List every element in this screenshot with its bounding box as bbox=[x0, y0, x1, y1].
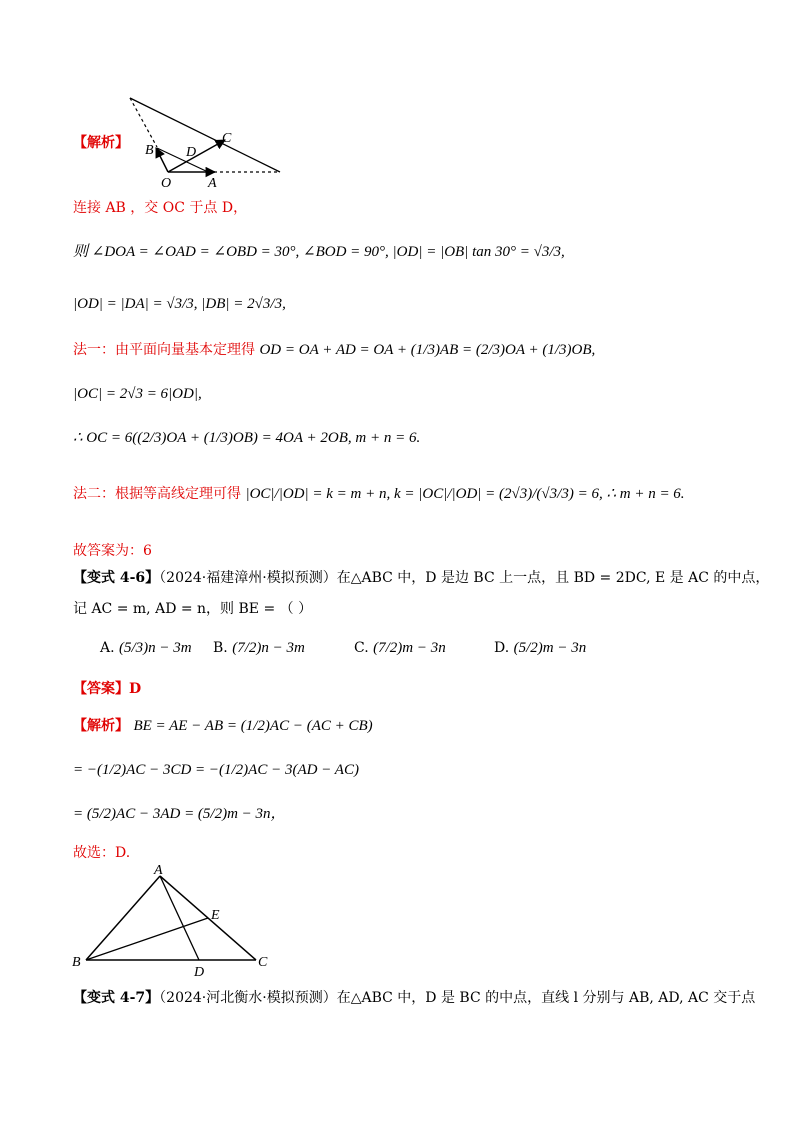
label-D: D bbox=[186, 145, 197, 160]
option-A-letter: A. bbox=[100, 640, 115, 656]
question-4-6-line1 bbox=[73, 568, 769, 588]
source-4-6: （2024·福建漳州·模拟预测） bbox=[159, 570, 337, 586]
variant-tag-4-6: 【变式 4-6】 bbox=[73, 570, 160, 586]
line-top bbox=[130, 98, 280, 172]
vector-OB bbox=[156, 148, 168, 172]
vector-figure-1 bbox=[120, 92, 300, 192]
label-C: C bbox=[258, 955, 268, 970]
option-A bbox=[100, 640, 192, 657]
question-4-7-line1 bbox=[73, 988, 755, 1008]
solution1-line1: 连接 AB ，交 OC 于点 D， bbox=[73, 200, 248, 216]
choose-line-4-6: 故选：D. bbox=[73, 845, 131, 861]
option-D-letter: D. bbox=[494, 640, 510, 656]
option-B-expr: (7/2)n − 3m bbox=[232, 640, 305, 656]
label-E: E bbox=[211, 908, 220, 923]
option-C-expr: (7/2)m − 3n bbox=[373, 640, 446, 656]
option-B bbox=[213, 640, 305, 657]
source-4-7: （2024·河北衡水·模拟预测） bbox=[159, 990, 337, 1006]
stem-4-7: 在△ABC 中，D 是 BC 的中点，直线 l 分别与 AB, AD, AC 交于点 bbox=[336, 990, 756, 1006]
solution1-line2: 则 ∠DOA = ∠OAD = ∠OBD = 30°, ∠BOD = 90°, |OD| = |OB| tan 30° = √3/3, bbox=[73, 244, 565, 260]
label-A: A bbox=[208, 176, 217, 191]
label-C: C bbox=[222, 131, 232, 146]
method2-eq: |OC|/|OD| = k = m + n, k = |OC|/|OD| = (2√3)/(√3/3) = 6, ∴ m + n = 6. bbox=[245, 486, 685, 502]
solution1-line3: |OD| = |DA| = √3/3, |DB| = 2√3/3, bbox=[73, 296, 286, 312]
analysis-tag-4-6: 【解析】 bbox=[73, 718, 129, 734]
solution-4-6-line2: = −(1/2)AC − 3CD = −(1/2)AC − 3(AD − AC) bbox=[73, 762, 359, 778]
label-B: B bbox=[72, 955, 81, 970]
solution-4-6-eq1: BE = AE − AB = (1/2)AC − (AC + CB) bbox=[133, 718, 373, 734]
solution-4-6-line3: = (5/2)AC − 3AD = (5/2)m − 3n， bbox=[73, 806, 286, 822]
option-D bbox=[494, 640, 586, 657]
answer-tag-4-6: 【答案】D bbox=[73, 681, 142, 697]
method2-label: 法二：根据等高线定理可得 bbox=[73, 486, 241, 502]
label-O: O bbox=[161, 176, 172, 191]
solution1-line6: ∴ OC = 6((2/3)OA + (1/3)OB) = 4OA + 2OB, m + n = 6. bbox=[73, 430, 421, 446]
answer-line-1: 故答案为：6 bbox=[73, 543, 152, 559]
segment-AB bbox=[157, 148, 208, 172]
segment-AD bbox=[160, 876, 199, 960]
option-C bbox=[354, 640, 446, 657]
triangle-figure-2 bbox=[68, 862, 278, 980]
label-B: B bbox=[145, 143, 154, 158]
variant-tag-4-7: 【变式 4-7】 bbox=[73, 990, 160, 1006]
label-D: D bbox=[194, 965, 205, 980]
method1-eq: OD = OA + AD = OA + (1/3)AB = (2/3)OA + (1/3)OB, bbox=[259, 342, 596, 358]
solution1-line4 bbox=[73, 340, 595, 360]
method1-label: 法一：由平面向量基本定理得 bbox=[73, 342, 255, 358]
option-D-expr: (5/2)m − 3n bbox=[513, 640, 587, 656]
question-4-6-line2: 记 AC = m, AD = n，则 BE = （ ） bbox=[73, 601, 313, 617]
label-A: A bbox=[154, 863, 163, 878]
option-B-letter: B. bbox=[213, 640, 228, 656]
solution1-line7 bbox=[73, 484, 685, 504]
stem-4-6-a: 在△ABC 中，D 是边 BC 上一点，且 BD = 2DC, E 是 AC 的中点， bbox=[336, 570, 770, 586]
solution-4-6-line1 bbox=[73, 716, 373, 736]
option-C-letter: C. bbox=[354, 640, 369, 656]
analysis-tag-1: 【解析】 bbox=[73, 135, 129, 151]
option-A-expr: (5/3)n − 3m bbox=[119, 640, 192, 656]
solution1-line5: |OC| = 2√3 = 6|OD|, bbox=[73, 386, 202, 402]
